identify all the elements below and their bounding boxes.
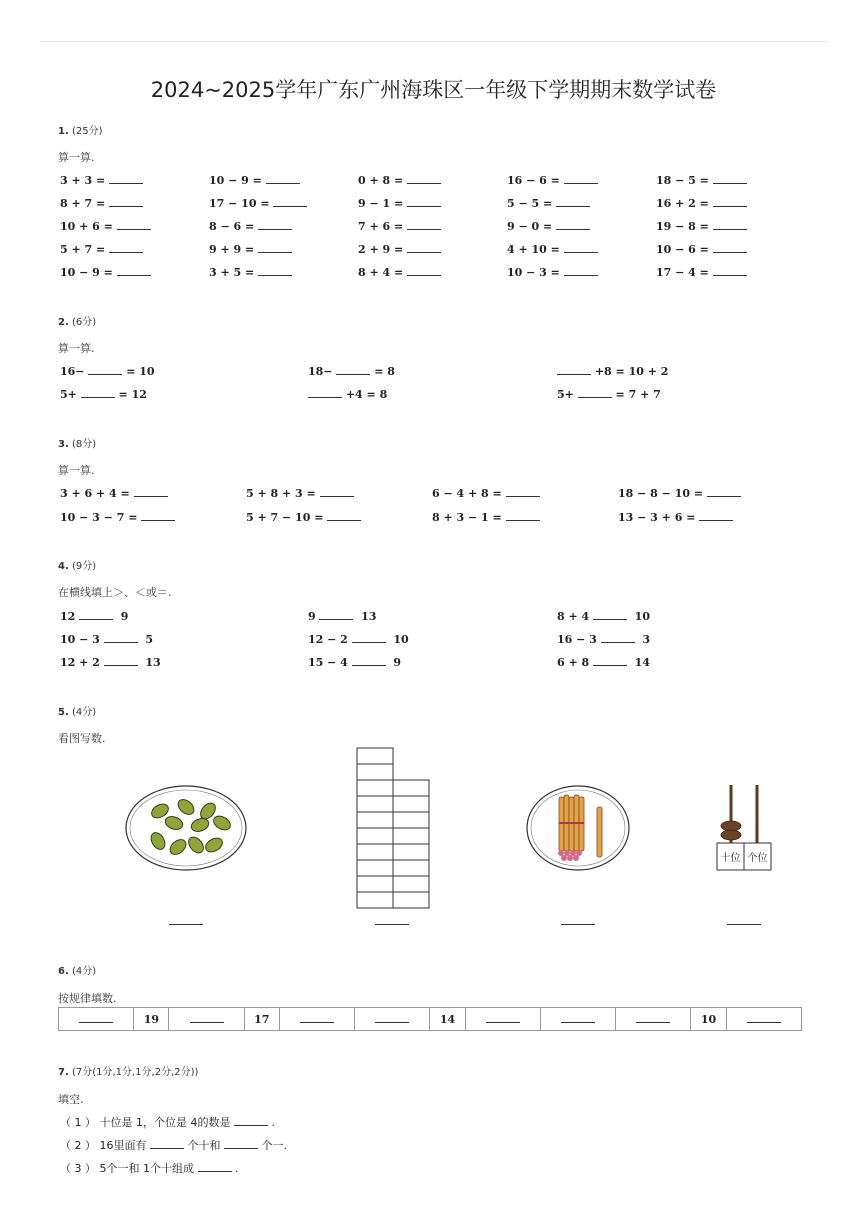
equation <box>507 242 598 256</box>
answer-blank[interactable] <box>117 219 151 230</box>
equation-text: 0 + 8 = <box>358 174 408 187</box>
item-text: 十位是 1，个位是 4的数是 <box>99 1116 234 1129</box>
answer-blank[interactable] <box>578 387 612 398</box>
answer-blank[interactable] <box>300 1012 334 1023</box>
equation-text: 5 + 7 − 10 = <box>246 511 328 524</box>
equation <box>656 265 747 279</box>
equation <box>60 510 175 524</box>
q3-instruction: 算一算. <box>58 464 95 477</box>
q6-header: 6. (4分) <box>58 966 97 977</box>
sequence-blank-cell[interactable] <box>616 1008 691 1031</box>
equation-text: 8 + 7 = <box>60 197 110 210</box>
q2-instruction: 算一算. <box>58 342 95 355</box>
answer-blank[interactable] <box>198 1161 232 1172</box>
q1-header: 1. (25分) <box>58 126 103 137</box>
equation <box>60 265 151 279</box>
sequence-blank-cell[interactable] <box>465 1008 540 1031</box>
answer-blank[interactable] <box>486 1012 520 1023</box>
equation-row <box>60 219 807 235</box>
answer-blank[interactable] <box>636 1012 670 1023</box>
equation-text: 6 − 4 + 8 = <box>432 487 506 500</box>
answer-blank[interactable] <box>407 242 441 253</box>
equation-text: 10 − 9 = <box>60 266 117 279</box>
equation <box>209 219 292 233</box>
equation <box>507 265 598 279</box>
equation <box>618 510 733 524</box>
answer-blank[interactable] <box>336 364 370 375</box>
equation-text: 16 + 2 = <box>656 197 713 210</box>
answer-blank[interactable] <box>266 173 300 184</box>
equation-text: 10 + 6 = <box>60 220 117 233</box>
equation <box>432 486 540 500</box>
answer-blank[interactable] <box>308 387 342 398</box>
q1-instruction: 算一算. <box>58 151 95 164</box>
answer-blank[interactable] <box>352 655 386 666</box>
answer-blank[interactable] <box>273 196 307 207</box>
answer-blank[interactable] <box>407 196 441 207</box>
q6-instruction: 按规律填数. <box>58 992 117 1005</box>
answer-blank[interactable] <box>319 609 353 620</box>
comparison <box>557 609 650 623</box>
equation <box>358 265 441 279</box>
equation <box>618 486 741 500</box>
equation <box>308 364 395 378</box>
fill-in-item <box>60 1114 275 1130</box>
answer-blank[interactable] <box>561 1012 595 1023</box>
equation-row <box>60 265 807 281</box>
answer-blank[interactable] <box>375 1012 409 1023</box>
comparison-right: 9 <box>113 610 129 623</box>
comparison-left: 12 + 2 <box>60 656 104 669</box>
answer-blank[interactable] <box>601 632 635 643</box>
equation <box>507 219 590 233</box>
equation-text: 17 − 10 = <box>209 197 274 210</box>
comparison-right: 13 <box>137 656 161 669</box>
equation-text: = 10 <box>122 365 155 378</box>
answer-blank[interactable] <box>713 173 747 184</box>
equation <box>358 196 441 210</box>
sequence-table <box>58 1007 802 1031</box>
comparison-right: 10 <box>385 633 409 646</box>
equation <box>656 219 747 233</box>
comparison-left: 6 + 8 <box>557 656 594 669</box>
answer-blank[interactable] <box>713 219 747 230</box>
equation <box>557 364 668 378</box>
answer-blank[interactable] <box>593 609 627 620</box>
answer-blank[interactable] <box>224 1138 258 1149</box>
equation-text: 9 − 1 = <box>358 197 408 210</box>
equation <box>656 173 747 187</box>
counting-grid-image <box>356 747 431 909</box>
comparison-right: 10 <box>627 610 650 623</box>
sticks-plate-image <box>525 783 631 873</box>
answer-blank[interactable] <box>234 1115 268 1126</box>
item-text: 个一. <box>258 1139 287 1152</box>
comparison-left: 16 − 3 <box>557 633 601 646</box>
answer-blank[interactable] <box>190 1012 224 1023</box>
top-divider <box>40 41 827 42</box>
comparison-left: 12 <box>60 610 80 623</box>
equation-text: 3 + 5 = <box>209 266 259 279</box>
comparison-right: 13 <box>353 610 377 623</box>
equation <box>209 196 307 210</box>
item-text: . <box>268 1116 275 1129</box>
fill-in-item <box>60 1137 287 1153</box>
comparison <box>308 609 376 623</box>
answer-blank[interactable] <box>109 196 143 207</box>
comparison <box>308 655 401 669</box>
comparison-row <box>60 632 807 648</box>
answer-blank[interactable] <box>707 486 741 497</box>
item-index: （ 3 ） <box>60 1162 100 1175</box>
equation-text: 8 + 3 − 1 = <box>432 511 506 524</box>
comparison <box>557 655 650 669</box>
equation-text: 9 + 9 = <box>209 243 259 256</box>
comparison <box>60 609 128 623</box>
sequence-blank-cell[interactable] <box>355 1008 430 1031</box>
sequence-blank-cell[interactable] <box>59 1008 134 1031</box>
equation <box>60 219 151 233</box>
answer-blank[interactable] <box>713 265 747 276</box>
q4-instruction: 在横线填上＞、＜或＝. <box>58 586 172 599</box>
equation-text: 19 − 8 = <box>656 220 713 233</box>
equation <box>557 387 661 401</box>
equation-row <box>60 196 807 212</box>
answer-blank[interactable] <box>407 219 441 230</box>
sequence-blank-cell[interactable] <box>540 1008 615 1031</box>
equation-text: 18 − 5 = <box>656 174 713 187</box>
q5-instruction: 看图写数. <box>58 732 106 745</box>
answer-blank[interactable] <box>81 387 115 398</box>
item-text: 5个一和 1个十组成 <box>99 1162 198 1175</box>
comparison <box>557 632 650 646</box>
answer-blank[interactable] <box>506 510 540 521</box>
equation-text: 5 + 8 + 3 = <box>246 487 320 500</box>
equation-text: = 12 <box>114 388 147 401</box>
equation-text: 5+ <box>60 388 81 401</box>
answer-blank[interactable] <box>747 1012 781 1023</box>
abacus-tens-label: 十位 <box>720 853 741 864</box>
answer-blank[interactable] <box>109 173 143 184</box>
equation-text: = 7 + 7 <box>611 388 661 401</box>
comparison-row <box>60 609 807 625</box>
sequence-cell: 17 <box>244 1008 279 1031</box>
equation-row <box>60 173 807 189</box>
sequence-blank-cell[interactable] <box>169 1008 244 1031</box>
equation-text: 2 + 9 = <box>358 243 408 256</box>
equation <box>308 387 387 401</box>
equation <box>358 219 441 233</box>
answer-blank[interactable] <box>713 242 747 253</box>
comparison-right: 9 <box>385 656 401 669</box>
equation-text: 13 − 3 + 6 = <box>618 511 700 524</box>
answer-blank[interactable] <box>117 265 151 276</box>
equation-text: 10 − 3 = <box>507 266 564 279</box>
equation <box>358 242 441 256</box>
comparison-left: 9 <box>308 610 320 623</box>
equation-text: 10 − 6 = <box>656 243 713 256</box>
equation-row <box>60 510 807 526</box>
sequence-blank-cell[interactable] <box>279 1008 354 1031</box>
equation <box>60 196 143 210</box>
answer-line[interactable] <box>727 924 761 925</box>
answer-blank[interactable] <box>104 632 138 643</box>
answer-blank[interactable] <box>593 655 627 666</box>
equation-row <box>60 486 807 502</box>
answer-blank[interactable] <box>506 486 540 497</box>
leaves-plate-image <box>124 783 248 873</box>
equation-text: 3 + 6 + 4 = <box>60 487 134 500</box>
equation <box>209 242 292 256</box>
q2-header: 2. (6分) <box>58 317 97 328</box>
answer-blank[interactable] <box>556 196 590 207</box>
comparison <box>60 655 161 669</box>
fill-in-item <box>60 1160 239 1176</box>
comparison-right: 5 <box>137 633 153 646</box>
q7-instruction: 填空. <box>58 1093 84 1106</box>
item-text: 16里面有 <box>99 1139 150 1152</box>
page-title: 2024~2025学年广东广州海珠区一年级下学期期末数学试卷 <box>150 78 717 102</box>
q5-header: 5. (4分) <box>58 707 97 718</box>
equation <box>507 196 590 210</box>
comparison-right: 3 <box>634 633 650 646</box>
equation-row <box>60 242 807 258</box>
answer-blank[interactable] <box>258 265 292 276</box>
equation-text: +4 = 8 <box>342 388 388 401</box>
sequence-cell: 19 <box>134 1008 169 1031</box>
equation <box>60 486 168 500</box>
equation <box>656 196 747 210</box>
equation-text: 5+ <box>557 388 578 401</box>
answer-blank[interactable] <box>564 265 598 276</box>
comparison-row <box>60 655 807 671</box>
answer-blank[interactable] <box>109 242 143 253</box>
equation-text: = 8 <box>370 365 395 378</box>
comparison-right: 14 <box>627 656 650 669</box>
comparison-left: 12 − 2 <box>308 633 352 646</box>
equation-text: 5 + 7 = <box>60 243 110 256</box>
equation-text: 16 − 6 = <box>507 174 564 187</box>
equation-text: 7 + 6 = <box>358 220 408 233</box>
answer-blank[interactable] <box>79 609 113 620</box>
item-index: （ 2 ） <box>60 1139 100 1152</box>
equation <box>209 173 300 187</box>
equation-text: 17 − 4 = <box>656 266 713 279</box>
sequence-cell: 14 <box>430 1008 465 1031</box>
answer-blank[interactable] <box>320 486 354 497</box>
equation-text: 18− <box>308 365 337 378</box>
q7-header: 7. (7分(1分,1分,1分,2分,2分)) <box>58 1067 199 1078</box>
item-index: （ 1 ） <box>60 1116 100 1129</box>
abacus-ones-label: 个位 <box>747 853 768 864</box>
equation-text: 8 − 6 = <box>209 220 259 233</box>
answer-blank[interactable] <box>556 219 590 230</box>
sequence-cell: 10 <box>691 1008 726 1031</box>
answer-blank[interactable] <box>407 173 441 184</box>
equation-row <box>60 364 807 380</box>
answer-blank[interactable] <box>258 219 292 230</box>
answer-blank[interactable] <box>327 510 361 521</box>
item-text: 个十和 <box>184 1139 224 1152</box>
equation <box>358 173 441 187</box>
item-text: . <box>231 1162 239 1175</box>
comparison <box>60 632 153 646</box>
answer-blank[interactable] <box>699 510 733 521</box>
equation <box>432 510 540 524</box>
answer-blank[interactable] <box>557 364 591 375</box>
equation <box>60 242 143 256</box>
equation-text: 3 + 3 = <box>60 174 110 187</box>
equation-text: +8 = 10 + 2 <box>591 365 669 378</box>
sequence-blank-cell[interactable] <box>726 1008 801 1031</box>
equation <box>246 510 361 524</box>
answer-line[interactable] <box>561 924 595 925</box>
equation <box>656 242 747 256</box>
equation <box>209 265 292 279</box>
answer-blank[interactable] <box>564 242 598 253</box>
comparison-left: 8 + 4 <box>557 610 594 623</box>
equation-text: 18 − 8 − 10 = <box>618 487 707 500</box>
q4-header: 4. (9分) <box>58 561 97 572</box>
comparison <box>308 632 409 646</box>
equation <box>60 173 143 187</box>
equation-row <box>60 387 807 403</box>
answer-blank[interactable] <box>258 242 292 253</box>
answer-blank[interactable] <box>150 1138 184 1149</box>
answer-blank[interactable] <box>141 510 175 521</box>
equation <box>60 364 155 378</box>
answer-blank[interactable] <box>134 486 168 497</box>
answer-blank[interactable] <box>352 632 386 643</box>
answer-line[interactable] <box>375 924 409 925</box>
comparison-left: 15 − 4 <box>308 656 352 669</box>
answer-blank[interactable] <box>104 655 138 666</box>
answer-blank[interactable] <box>564 173 598 184</box>
q3-header: 3. (8分) <box>58 439 97 450</box>
equation-text: 10 − 9 = <box>209 174 266 187</box>
equation <box>60 387 147 401</box>
comparison-left: 10 − 3 <box>60 633 104 646</box>
answer-line[interactable] <box>169 924 203 925</box>
equation <box>507 173 598 187</box>
answer-blank[interactable] <box>88 364 122 375</box>
answer-blank[interactable] <box>713 196 747 207</box>
equation-text: 16− <box>60 365 89 378</box>
answer-blank[interactable] <box>407 265 441 276</box>
answer-blank[interactable] <box>79 1012 113 1023</box>
equation-text: 4 + 10 = <box>507 243 564 256</box>
equation-text: 8 + 4 = <box>358 266 408 279</box>
equation-text: 5 − 5 = <box>507 197 557 210</box>
equation-text: 9 − 0 = <box>507 220 557 233</box>
equation-text: 10 − 3 − 7 = <box>60 511 142 524</box>
equation <box>246 486 354 500</box>
